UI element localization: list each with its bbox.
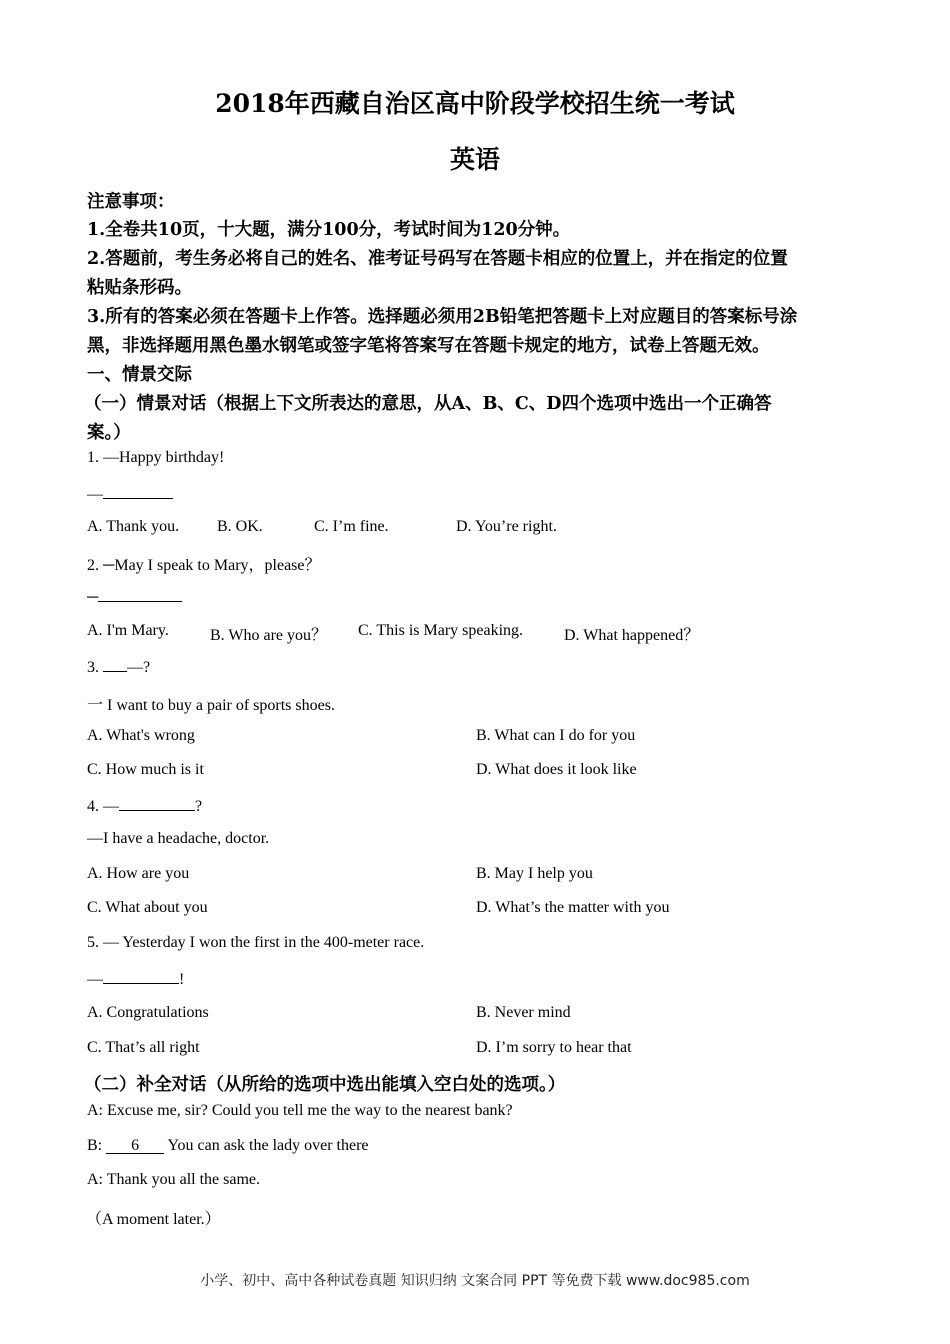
exam-title: 2018年西藏自治区高中阶段学校招生统一考试 xyxy=(215,89,735,118)
q5-reply: — ! xyxy=(87,971,185,988)
q1-option-d: D. You’re right. xyxy=(456,518,557,535)
q1-reply: — xyxy=(87,484,173,504)
dialogue-line-3: A: Thank you all the same. xyxy=(87,1171,260,1188)
q2-option-b: B. Who are you？ xyxy=(210,627,328,644)
section-heading: 一、情景交际 xyxy=(87,365,192,385)
blank-6: 6 xyxy=(106,1138,164,1154)
note-3b: 黑，非选择题用黑色墨水钢笔或签字笔将答案写在答题卡规定的地方，试卷上答题无效。 xyxy=(87,336,770,356)
q4-blank xyxy=(119,796,195,811)
q3-reply: 一 I want to buy a pair of sports shoes. xyxy=(87,697,335,714)
q2-option-c: C. This is Mary speaking. xyxy=(358,622,524,639)
note-3a: 3.所有的答案必须在答题卡上作答。选择题必须用2B铅笔把答题卡上对应题目的答案标号涂 xyxy=(87,307,798,327)
dialogue-line-2: B: 6 You can ask the lady over there xyxy=(87,1137,369,1154)
q1-option-c: C. I’m fine. xyxy=(314,518,389,535)
q3-option-d: D. What does it look like xyxy=(476,761,637,778)
q3-option-a: A. What's wrong xyxy=(87,727,195,744)
part1-instruction-b: 案。） xyxy=(87,423,131,443)
q2-reply: ─ xyxy=(87,587,182,607)
q4-option-b: B. May I help you xyxy=(476,865,593,882)
note-2b: 粘贴条形码。 xyxy=(87,278,192,298)
q5-stem: 5. — Yesterday I won the first in the 400-meter race. xyxy=(87,934,425,951)
notes-heading: 注意事项： xyxy=(87,192,175,212)
q3-option-b: B. What can I do for you xyxy=(476,727,636,744)
q5-option-c: C. That’s all right xyxy=(87,1039,200,1056)
q2-stem: 2. ─May I speak to Mary，please？ xyxy=(87,557,321,574)
q3-stem: 3. —? xyxy=(87,659,151,676)
q1-option-b: B. OK. xyxy=(217,518,263,535)
dialogue-line-1: A: Excuse me, sir? Could you tell me the way to the nearest bank? xyxy=(87,1102,513,1119)
q4-option-c: C. What about you xyxy=(87,899,208,916)
q3-blank xyxy=(103,657,127,672)
q4-stem: 4. — ? xyxy=(87,798,203,815)
q4-reply: —I have a headache, doctor. xyxy=(87,830,270,847)
q5-option-a: A. Congratulations xyxy=(87,1004,209,1021)
q5-blank xyxy=(103,969,179,984)
footer-text: 小学、初中、高中各种试卷真题 知识归纳 文案合同 PPT 等免费下载 www.doc985.com xyxy=(200,1273,750,1289)
q1-stem: 1. —Happy birthday! xyxy=(87,449,225,466)
part2-heading: （二）补全对话（从所给的选项中选出能填入空白处的选项。） xyxy=(84,1075,566,1095)
q2-option-a: A. I'm Mary. xyxy=(87,622,169,639)
q3-option-c: C. How much is it xyxy=(87,761,204,778)
note-1: 1.全卷共10页，十大题，满分100分，考试时间为120分钟。 xyxy=(87,220,571,240)
q4-option-a: A. How are you xyxy=(87,865,190,882)
q5-option-d: D. I’m sorry to hear that xyxy=(476,1039,632,1056)
part1-instruction-a: （一）情景对话（根据上下文所表达的意思，从A、B、C、D四个选项中选出一个正确答 xyxy=(84,394,772,414)
note-2a: 2.答题前，考生务必将自己的姓名、准考证号码写在答题卡相应的位置上，并在指定的位置 xyxy=(87,249,788,269)
q2-option-d: D. What happened？ xyxy=(564,627,700,644)
dialogue-line-4: （A moment later.） xyxy=(86,1211,221,1228)
q5-option-b: B. Never mind xyxy=(476,1004,571,1021)
q4-option-d: D. What’s the matter with you xyxy=(476,899,670,916)
q1-blank xyxy=(103,484,173,499)
subject-title: 英语 xyxy=(449,145,500,174)
q2-blank xyxy=(98,587,182,602)
q1-option-a: A. Thank you. xyxy=(87,518,180,535)
